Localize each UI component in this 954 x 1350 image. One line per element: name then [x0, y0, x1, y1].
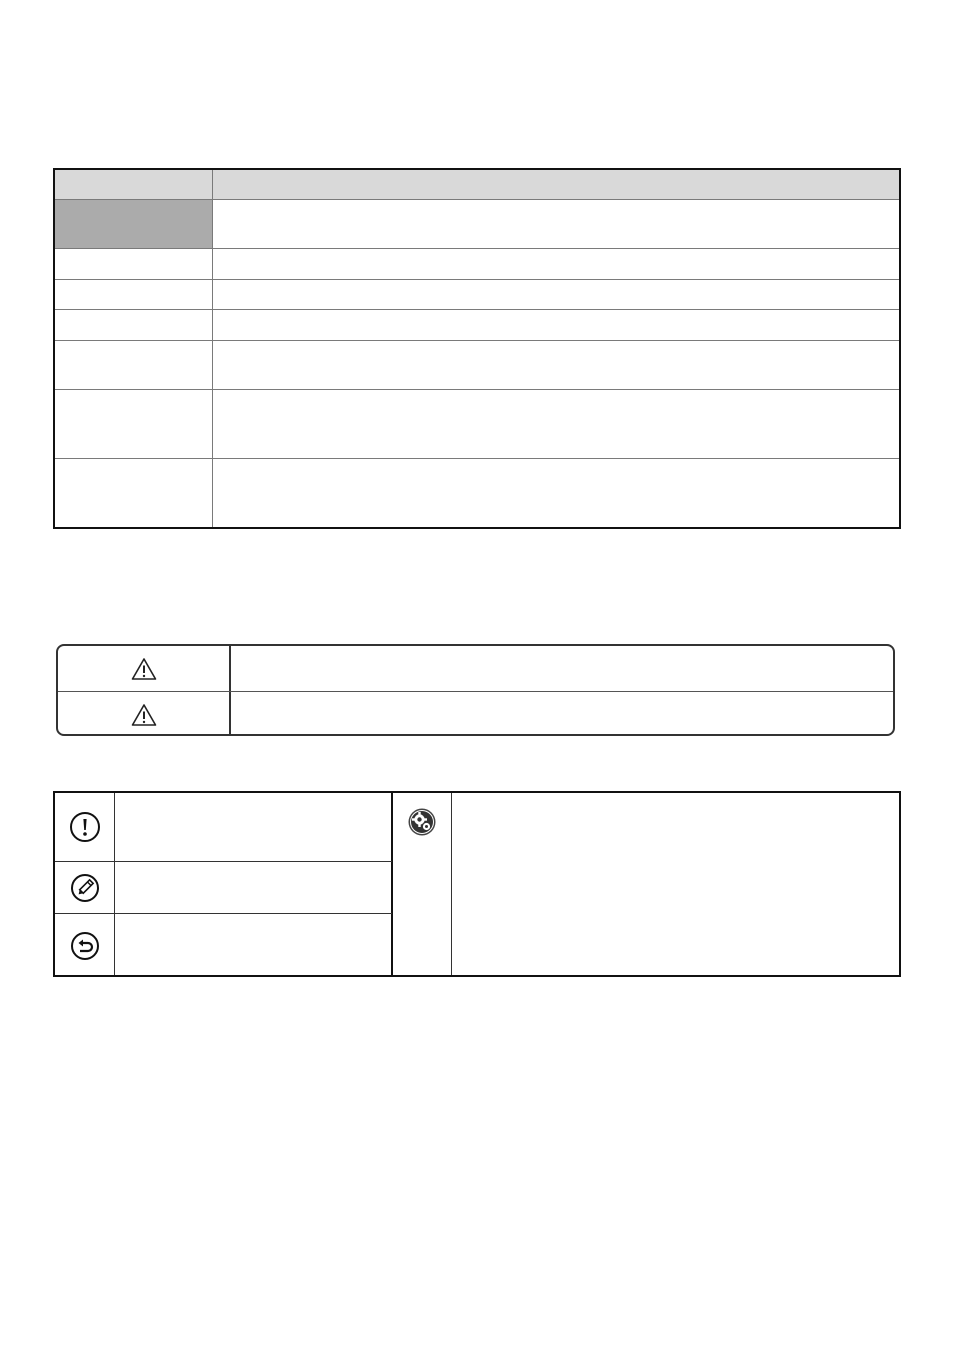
description-cell — [213, 341, 901, 390]
term-cell — [54, 310, 213, 341]
warning-text — [238, 646, 885, 691]
header-cell-term — [54, 169, 213, 200]
warning-text — [238, 692, 885, 737]
legend-icon-cell — [55, 914, 114, 977]
pencil-circle-icon — [70, 873, 100, 903]
table-row — [54, 390, 901, 459]
legend-icon-cell — [55, 862, 114, 913]
header-cell-description — [213, 169, 901, 200]
term-cell — [54, 249, 213, 280]
warning-triangle-icon — [131, 703, 157, 727]
table-header-row — [54, 169, 901, 200]
legend-text — [121, 862, 383, 913]
divider — [114, 793, 115, 975]
conventions-table — [53, 168, 901, 528]
table-row — [54, 310, 901, 341]
legend-icon-cell — [55, 793, 114, 861]
description-cell — [213, 249, 901, 280]
return-arrow-circle-icon — [70, 931, 100, 961]
term-cell — [54, 200, 213, 249]
table-row — [54, 341, 901, 390]
table-row — [54, 280, 901, 310]
term-cell — [54, 280, 213, 310]
term-cell — [54, 390, 213, 459]
term-cell — [54, 459, 213, 528]
exclamation-circle-icon — [69, 811, 101, 843]
warning-triangle-icon — [131, 657, 157, 681]
icon-legend-box — [53, 791, 901, 977]
legend-icon-cell — [393, 807, 451, 837]
warning-row — [58, 692, 893, 737]
description-cell — [213, 310, 901, 341]
warning-row — [58, 646, 893, 691]
table-row — [54, 459, 901, 528]
description-cell — [213, 459, 901, 528]
description-cell — [213, 390, 901, 459]
divider — [451, 793, 452, 975]
table-row — [54, 200, 901, 249]
warning-icon-cell — [58, 692, 229, 737]
system-settings-gear-icon — [407, 807, 437, 837]
warning-box — [56, 644, 895, 736]
legend-text — [121, 793, 383, 861]
term-cell — [54, 341, 213, 390]
description-cell — [213, 280, 901, 310]
table-row — [54, 249, 901, 280]
warning-icon-cell — [58, 646, 229, 691]
legend-text — [121, 914, 383, 977]
description-cell — [213, 200, 901, 249]
